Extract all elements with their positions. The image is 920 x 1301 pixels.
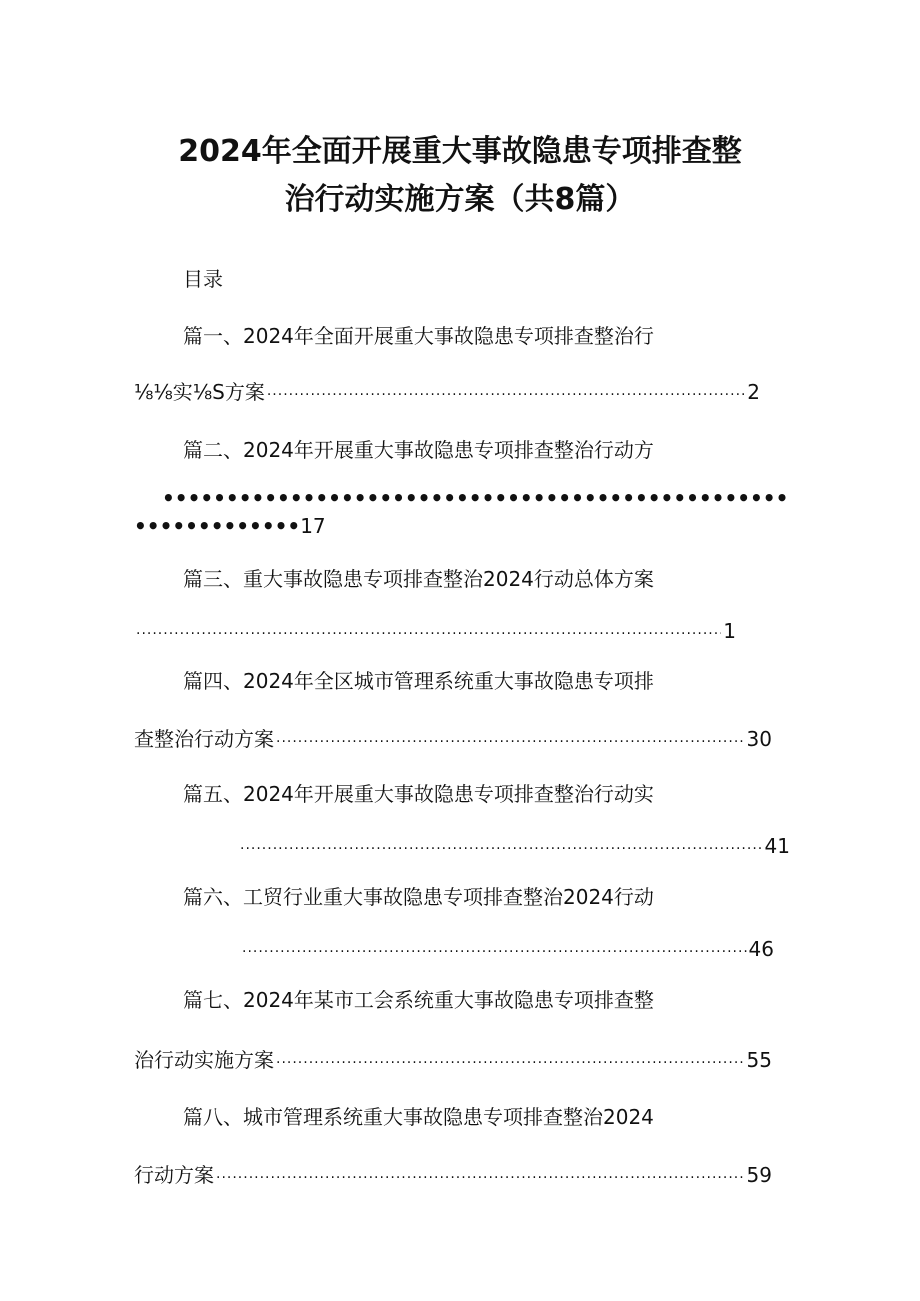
- toc-entry-7-leader[interactable]: [134, 1046, 772, 1074]
- toc-entry-6-line1[interactable]: 篇六、工贸行业重大事故隐患专项排查整治2024行动: [183, 885, 654, 909]
- toc-entry-3-line1[interactable]: 篇三、重大事故隐患专项排查整治2024行动总体方案: [183, 567, 654, 591]
- toc-entry-8-page: 59: [746, 1163, 772, 1187]
- toc-entry-6-leader[interactable]: [240, 935, 774, 963]
- toc-entry-2-page: 17: [300, 514, 326, 538]
- toc-entry-8-line1[interactable]: 篇八、城市管理系统重大事故隐患专项排查整治2024: [183, 1105, 654, 1129]
- document-title-line2: 治行动实施方案（共8篇）: [284, 182, 636, 217]
- toc-entry-4-dots: [276, 728, 745, 748]
- toc-entry-4-line1[interactable]: 篇四、2024年全区城市管理系统重大事故隐患专项排: [183, 669, 654, 693]
- toc-entry-2-leader[interactable]: [134, 512, 326, 540]
- toc-entry-1-line2: ⅛⅛实⅛S方案: [134, 380, 265, 404]
- toc-entry-2-line1[interactable]: 篇二、2024年开展重大事故隐患专项排查整治行动方: [183, 438, 654, 462]
- toc-entry-1-page: 2: [747, 380, 760, 404]
- toc-entry-3-page: 1: [723, 619, 736, 643]
- toc-entry-1-line1[interactable]: 篇一、2024年全面开展重大事故隐患专项排查整治行: [183, 324, 654, 348]
- toc-entry-7-line1[interactable]: 篇七、2024年某市工会系统重大事故隐患专项排查整: [183, 988, 654, 1012]
- toc-entry-2-dots-row: [162, 486, 786, 510]
- toc-entry-7-dots: [276, 1049, 745, 1069]
- toc-entry-4-line2: 查整治行动方案: [134, 727, 274, 751]
- toc-entry-1-dots: [267, 381, 745, 401]
- toc-entry-3-dots: [136, 620, 721, 640]
- toc-entry-7-line2: 治行动实施方案: [134, 1048, 274, 1072]
- toc-entry-8-line2: 行动方案: [134, 1163, 214, 1187]
- toc-entry-5-line1[interactable]: 篇五、2024年开展重大事故隐患专项排查整治行动实: [183, 782, 654, 806]
- toc-entry-4-page: 30: [746, 727, 772, 751]
- toc-entry-8-dots: [216, 1164, 745, 1184]
- toc-entry-8-leader[interactable]: [134, 1161, 772, 1189]
- toc-heading: 目录: [183, 267, 223, 291]
- toc-entry-1-leader[interactable]: [134, 378, 760, 406]
- toc-entry-3-leader[interactable]: [134, 617, 736, 645]
- toc-entry-5-page: 41: [764, 834, 790, 858]
- toc-entry-7-page: 55: [746, 1048, 772, 1072]
- toc-entry-6-page: 46: [748, 937, 774, 961]
- toc-entry-4-leader[interactable]: [134, 725, 772, 753]
- toc-entry-5-leader[interactable]: [238, 832, 790, 860]
- toc-entry-5-dots: [240, 835, 763, 855]
- toc-entry-6-dots: [242, 938, 747, 958]
- toc-entry-2-line2-dots: •••••••••••••: [134, 514, 301, 538]
- document-title-line1: 2024年全面开展重大事故隐患专项排查整: [178, 134, 742, 169]
